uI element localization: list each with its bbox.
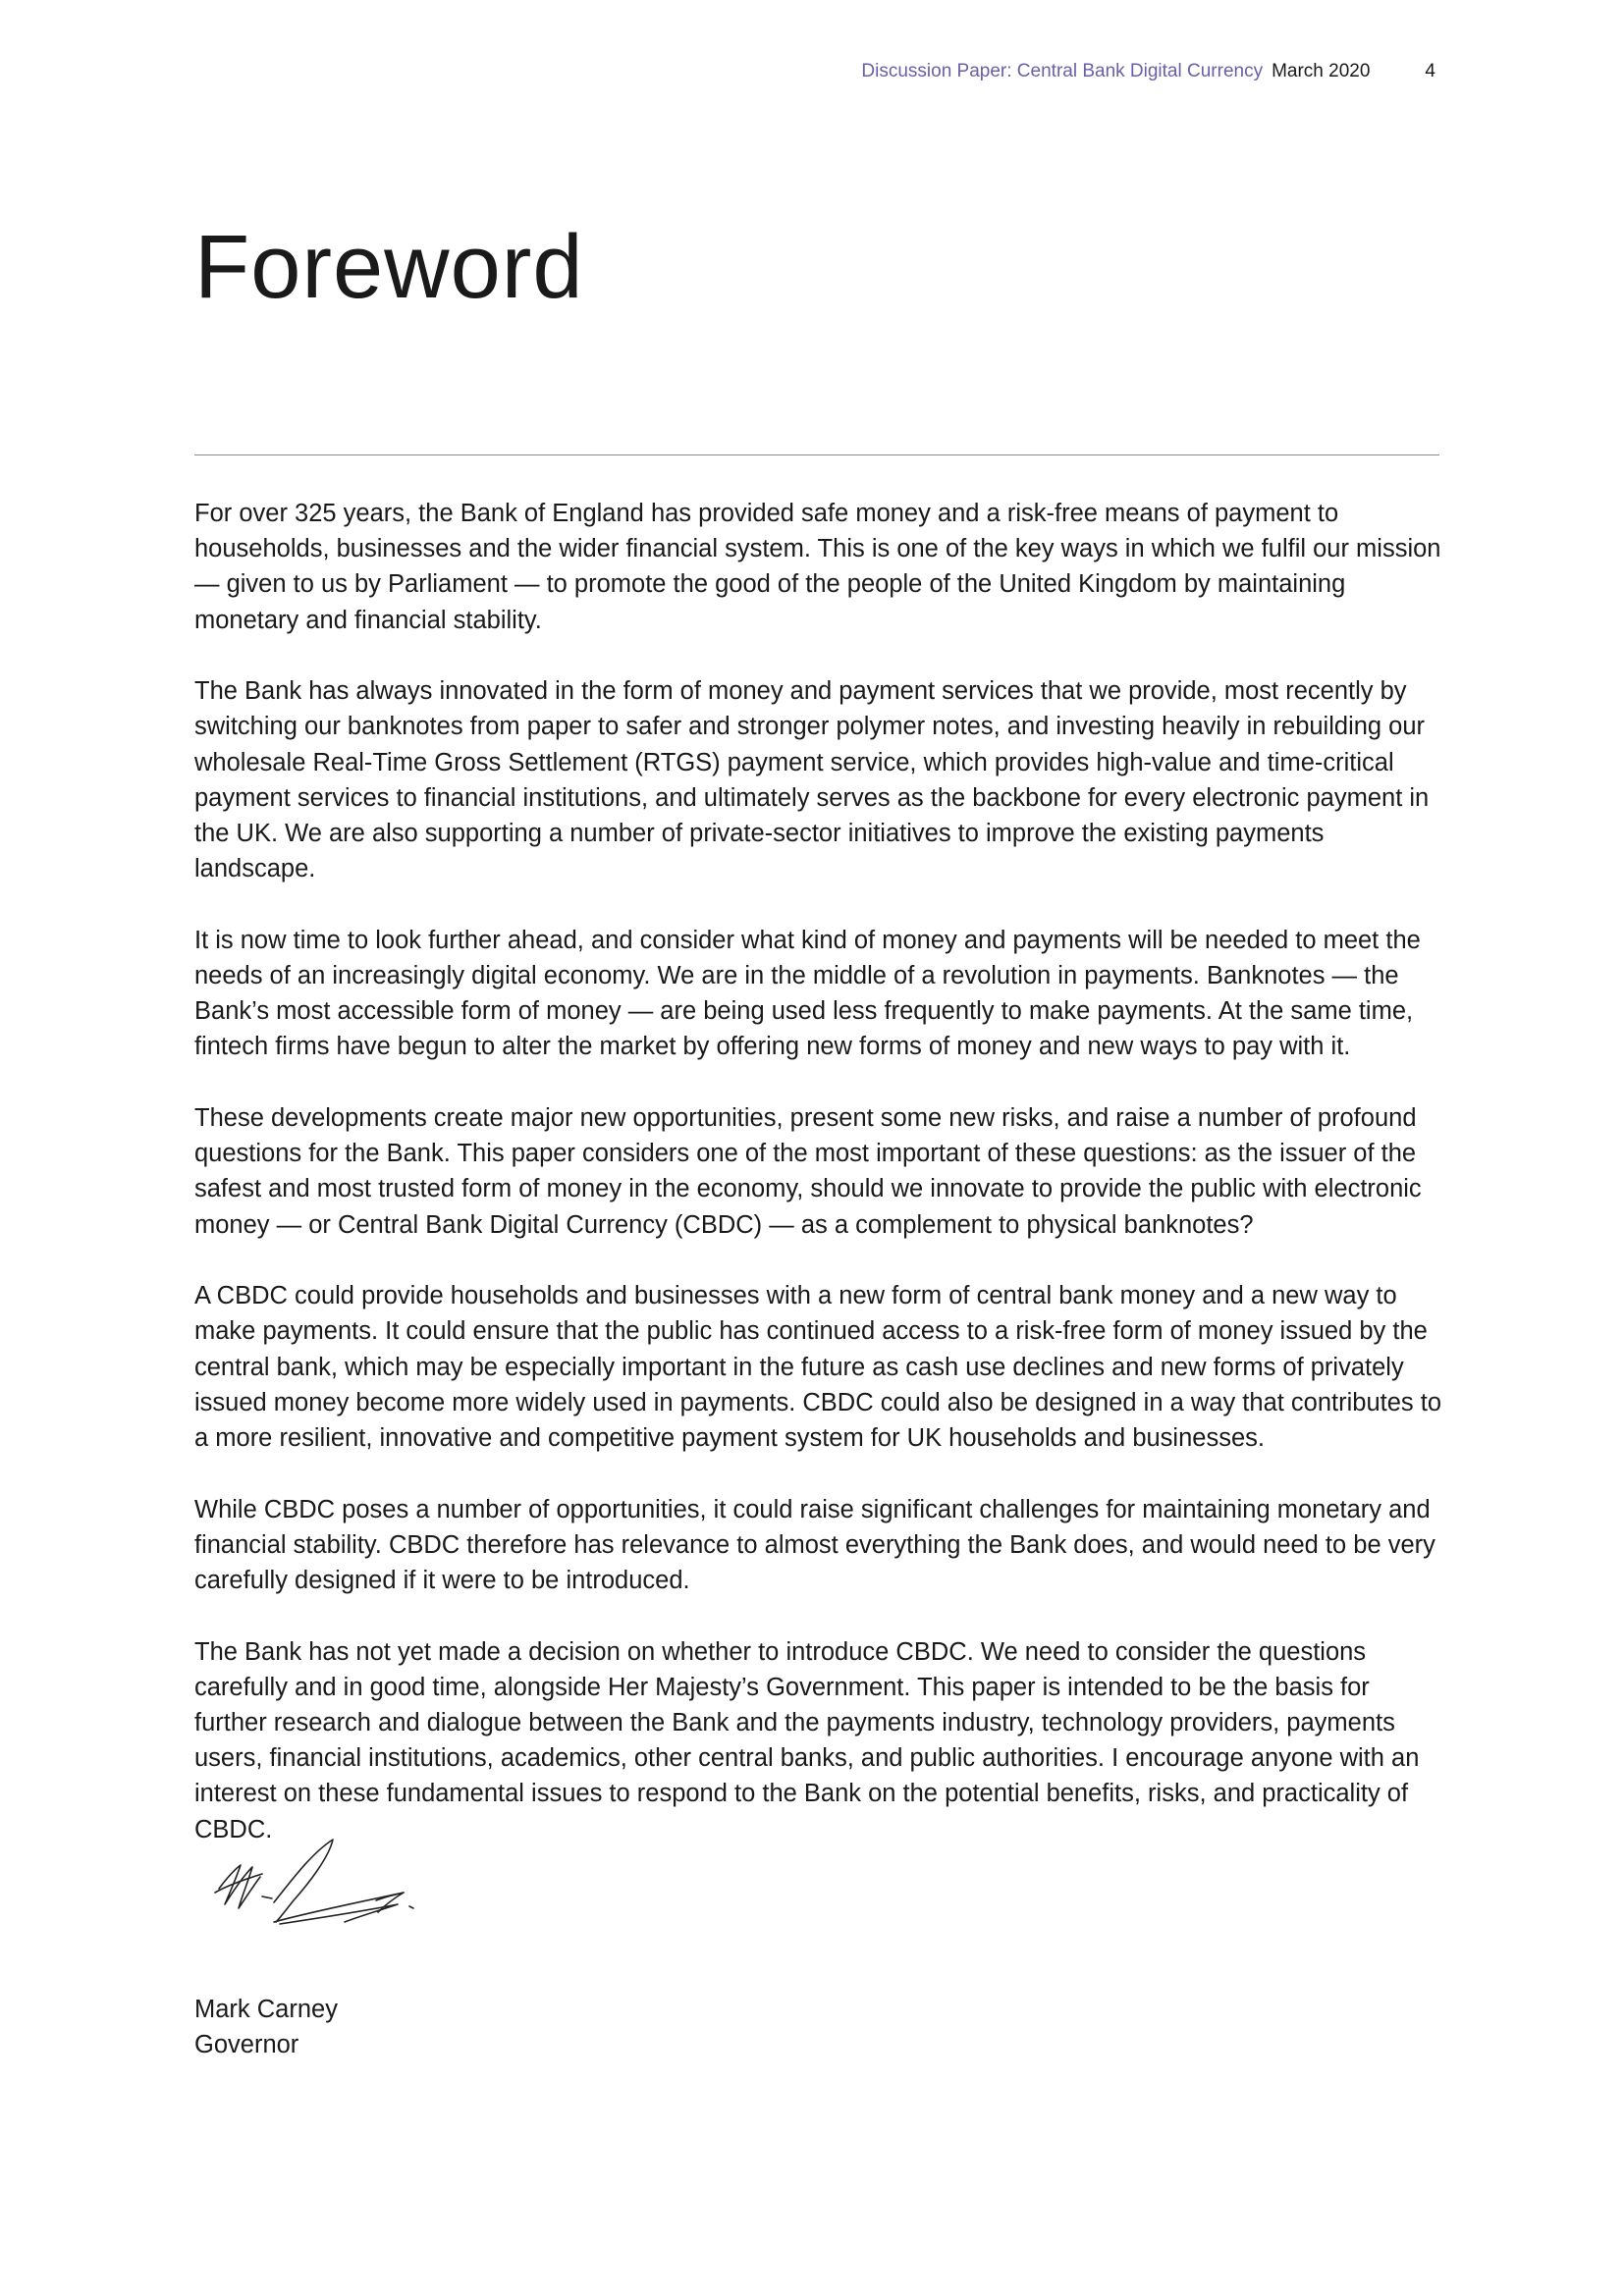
page-title: Foreword [194,217,584,317]
signature-image [211,1828,466,1955]
page-header [861,61,1435,82]
foreword-body [194,496,1443,1883]
paragraph-7: The Bank has not yet made a decision on whether to introduce CBDC. We need to consider the questions carefully and in good time, alongside Her Majesty’s Government. This paper is intended to be the basis for further research and dialogue between the Bank and the payments industry, technology providers, payments users, financial institutions, academics, other central banks, and public authorities. I encourage anyone with an interest on these fundamental issues to respond to the Bank on the potential benefits, risks, and practicality of CBDC. [194,1637,1420,1843]
header-date: March 2020 [1272,61,1371,81]
signer-block [194,1992,338,2062]
paragraph-3: It is now time to look further ahead, and consider what kind of money and payments will be needed to meet the needs of an increasingly digital economy. We are in the middle of a revolution in payments. Banknotes — the Bank’s most accessible form of money — are being used less frequently to make payments. At the same time, fintech firms have begun to alter the market by offering new forms of money and new ways to pay with it. [194,926,1421,1061]
signer-name: Mark Carney [194,1996,338,2023]
paragraph-1: For over 325 years, the Bank of England has provided safe money and a risk-free means of payment to households, businesses and the wider financial system. This is one of the key ways in which we fulfil our mission — given to us by Parliament — to promote the good of the people of the United Kingdom by maintaining monetary and financial stability. [194,500,1441,634]
paragraph-5: A CBDC could provide households and businesses with a new form of central bank money and a new way to make payments. It could ensure that the public has continued access to a risk-free form of money issued by the central bank, which may be especially important in the future as cash use declines and new forms of privately issued money become more widely used in payments. CBDC could also be designed in a way that contributes to a more resilient, innovative and competitive payment system for UK households and businesses. [194,1282,1442,1453]
page-number: 4 [1425,61,1435,81]
header-document-title: Discussion Paper: Central Bank Digital Currency [861,61,1264,81]
signer-role: Governor [194,2031,299,2059]
paragraph-6: While CBDC poses a number of opportunities, it could raise significant challenges for maintaining monetary and financial stability. CBDC therefore has relevance to almost everything the Bank does, and would need to be very carefully designed if it were to be introduced. [194,1495,1435,1595]
paragraph-4: These developments create major new opportunities, present some new risks, and raise a number of profound questions for the Bank. This paper considers one of the most important of these questions: as the issuer of the safest and most trusted form of money in the economy, should we innovate to provide the public with electronic money — or Central Bank Digital Currency (CBDC) — as a complement to physical banknotes? [194,1104,1422,1239]
paragraph-2: The Bank has always innovated in the form of money and payment services that we provide, most recently by switching our banknotes from paper to safer and stronger polymer notes, and investing heavily in rebuilding our wholesale Real-Time Gross Settlement (RTGS) payment service, which provides high-value and time-critical payment services to financial institutions, and ultimately serves as the backbone for every electronic payment in the UK. We are also supporting a number of private-sector initiatives to improve the existing payments landscape. [194,677,1430,883]
title-divider [194,454,1439,455]
